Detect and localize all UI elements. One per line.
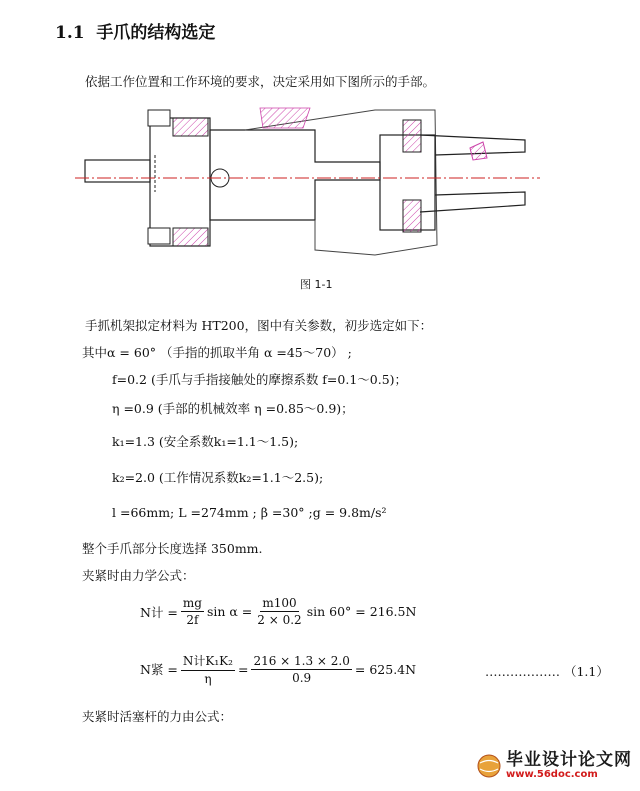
clamp-formula-title: 夹紧时由力学公式： — [82, 568, 195, 583]
formula2-eq: = — [237, 661, 249, 677]
formula1-fraction-2 — [255, 596, 303, 627]
bottom-flange-hatch — [173, 228, 208, 246]
formula-tight-force — [140, 652, 416, 686]
formula1-num-1: mg — [182, 596, 202, 610]
finger-top-hatch — [403, 120, 421, 152]
equation-number: ……………… （1.1） — [485, 664, 609, 679]
watermark-title: 毕业设计论文网 — [506, 750, 632, 770]
figure-caption: 图 1-1 — [300, 278, 333, 291]
param-dimensions: l =66mm; L =274mm ; β =30° ;g = 9.8m/s² — [112, 505, 387, 520]
cylinder-housing — [150, 118, 210, 246]
intro-paragraph: 依据工作位置和工作环境的要求，决定采用如下图所示的手部。 — [85, 74, 436, 89]
length-choice: 整个手爪部分长度选择 350mm. — [82, 541, 263, 556]
formula2-num-1: N计K₁K₂ — [181, 652, 235, 671]
formula1-num-2: m100 — [262, 596, 297, 610]
param-k2: k₂=2.0 (工作情况系数k₂=1.1～2.5); — [112, 470, 324, 485]
formula2-rhs: = 625.4N — [354, 661, 417, 677]
formula1-den-2: 2 × 0.2 — [257, 613, 302, 627]
param-alpha: 其中α = 60° （手指的抓取半角 α =45～70） ; — [82, 345, 352, 360]
param-friction: f=0.2 (手爪与手指接触处的摩擦系数 f=0.1～0.5)； — [112, 372, 408, 387]
cylinder-rod — [85, 160, 150, 182]
gripper-drawing — [75, 100, 545, 265]
formula1-mid: sin α = — [206, 604, 253, 619]
formula1-den-1: 2f — [186, 613, 199, 627]
formula2-lhs: N紧 = — [140, 662, 178, 677]
piston-formula-title: 夹紧时活塞杆的力由公式： — [82, 709, 233, 724]
formula-clamping-force — [140, 596, 416, 627]
section-title: 手爪的结构选定 — [96, 23, 216, 43]
top-bolt — [148, 110, 170, 126]
formula2-den-2: 0.9 — [292, 670, 312, 685]
jaw-hatch — [470, 142, 487, 160]
formula1-lhs: N计 = — [140, 604, 178, 620]
cover-hatch — [260, 108, 310, 128]
finger-bottom-hatch — [403, 200, 421, 232]
param-k1: k₁=1.3 (安全系数k₁=1.1～1.5); — [112, 434, 299, 449]
section-heading — [55, 18, 215, 43]
watermark-url[interactable]: www.56doc.com — [506, 768, 598, 780]
formula2-fraction-2 — [251, 654, 351, 685]
globe-logo-icon — [476, 753, 502, 779]
site-watermark — [476, 752, 632, 780]
param-efficiency: η =0.9 (手部的机械效率 η =0.85～0.9)； — [112, 401, 354, 416]
formula1-fraction-1 — [181, 596, 204, 627]
lower-finger — [420, 192, 525, 212]
bottom-bolt — [148, 228, 170, 244]
formula2-fraction-1 — [181, 652, 235, 686]
material-paragraph: 手抓机架拟定材料为 HT200，图中有关参数，初步选定如下： — [85, 318, 433, 333]
formula1-rhs: sin 60° = 216.5N — [306, 604, 417, 619]
body-outline — [210, 130, 380, 220]
top-flange-hatch — [173, 118, 208, 136]
section-number: 1.1 — [55, 23, 85, 43]
formula2-den-1: η — [204, 672, 212, 686]
formula2-num-2: 216 × 1.3 × 2.0 — [253, 653, 350, 668]
